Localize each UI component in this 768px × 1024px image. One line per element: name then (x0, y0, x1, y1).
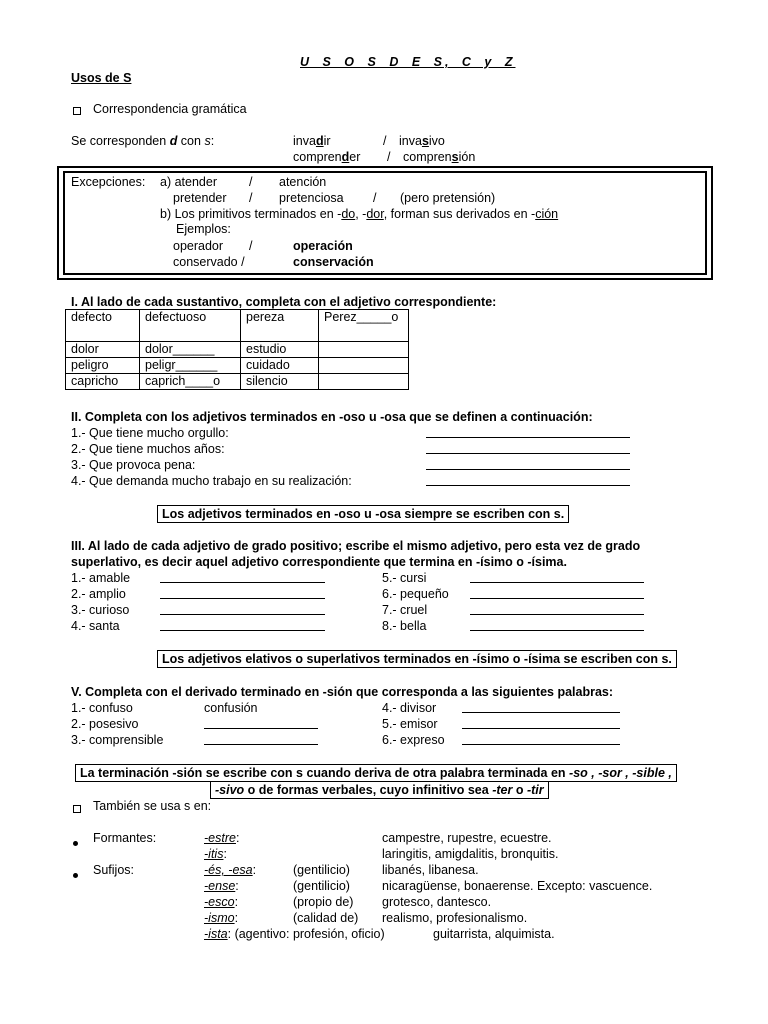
table-cell: peligro (66, 358, 140, 374)
answer-example: confusión (204, 701, 258, 715)
dot-bullet-icon (73, 866, 78, 882)
table-row (66, 374, 409, 390)
example-word: operación (293, 239, 353, 253)
table-row (66, 310, 409, 342)
answer-blank[interactable] (462, 716, 620, 729)
exercise-item: 4.- Que demanda mucho trabajo en su realización: (71, 474, 352, 488)
page-title: U S O S D E S, C y Z (300, 55, 516, 69)
suffix-examples: realismo, profesionalismo. (382, 911, 528, 925)
exercise-item: 2.- posesivo (71, 717, 139, 731)
answer-blank[interactable] (426, 457, 630, 470)
exception-sep: / (249, 175, 253, 189)
suffix-examples: campestre, rupestre, ecuestre. (382, 831, 552, 845)
suffix: -esco: (204, 895, 239, 909)
suffix-note: (gentilicio) (293, 863, 350, 877)
exercise-item: 3.- comprensible (71, 733, 164, 747)
square-bullet-icon (73, 103, 81, 119)
examples-label: Ejemplos: (176, 222, 231, 236)
exercise-item: 8.- bella (382, 619, 427, 633)
table-row (66, 342, 409, 358)
exercise-item: 1.- confuso (71, 701, 133, 715)
adjective-table (65, 309, 409, 390)
exercise-item: 4.- santa (71, 619, 120, 633)
suffix: -itis: (204, 847, 227, 861)
pair-sep: / (383, 134, 387, 148)
word-pair: invadir (293, 134, 331, 148)
table-cell: capricho (66, 374, 140, 390)
rule-box: Los adjetivos terminados en -oso u -osa siempre se escriben con s. (157, 505, 569, 523)
answer-blank[interactable] (160, 618, 325, 631)
suffix: -ismo: (204, 911, 239, 925)
exercise-heading: II. Completa con los adjetivos terminados en -oso u -osa que se definen a continuación: (71, 410, 593, 424)
exercise-heading: III. Al lado de cada adjetivo de grado positivo; escribe el mismo adjetivo, pero esta vez de grado (71, 539, 641, 553)
table-cell: defectuoso (140, 310, 241, 342)
suffix-note: (gentilicio) (293, 879, 350, 893)
suffix-examples: grotesco, dantesco. (382, 895, 492, 909)
exercise-item: 2.- Que tiene muchos años: (71, 442, 225, 456)
exception-sep: / (373, 191, 377, 205)
bullet-text: Correspondencia gramática (93, 102, 247, 116)
answer-blank[interactable] (470, 570, 644, 583)
answer-blank[interactable] (426, 425, 630, 438)
exercise-item: 7.- cruel (382, 603, 428, 617)
example-word: conservado / (173, 255, 245, 269)
answer-blank[interactable] (462, 700, 620, 713)
word-pair: comprender (293, 150, 361, 164)
exception-word: pretender (173, 191, 227, 205)
suffix-examples: nicaragüense, bonaerense. Excepto: vascuence. (382, 879, 653, 893)
exercise-item: 3.- Que provoca pena: (71, 458, 196, 472)
suffix-note: (propio de) (293, 895, 354, 909)
exercise-item: 6.- expreso (382, 733, 445, 747)
table-cell[interactable]: Perez_____o (319, 310, 409, 342)
dot-bullet-icon (73, 834, 78, 850)
table-cell[interactable] (319, 342, 409, 358)
answer-blank[interactable] (462, 732, 620, 745)
exception-note: (pero pretensión) (400, 191, 496, 205)
section-heading: Usos de S (71, 71, 132, 85)
exceptions-label: Excepciones: (71, 175, 146, 189)
pair-sep: / (387, 150, 391, 164)
suffix: -estre: (204, 831, 240, 845)
answer-blank[interactable] (470, 602, 644, 615)
exception-a: a) atender (160, 175, 217, 189)
table-cell[interactable]: dolor______ (140, 342, 241, 358)
table-row (66, 358, 409, 374)
exercise-heading: V. Completa con el derivado terminado en -sión que corresponda a las siguientes palabras: (71, 685, 614, 699)
rule-box: -sivo o de formas verbales, cuyo infinitivo sea -ter o -tir (210, 781, 549, 799)
table-cell[interactable]: peligr______ (140, 358, 241, 374)
exercise-item: 5.- emisor (382, 717, 438, 731)
square-bullet-icon (73, 801, 81, 817)
suffix-note: (calidad de) (293, 911, 359, 925)
word-pair-derived: comprensión (403, 150, 476, 164)
exception-sep: / (249, 191, 253, 205)
table-cell[interactable] (319, 374, 409, 390)
answer-blank[interactable] (426, 473, 630, 486)
suffix-examples: libanés, libanesa. (382, 863, 479, 877)
table-cell: dolor (66, 342, 140, 358)
suffix: -ista: (agentivo: profesión, oficio) (204, 927, 385, 941)
answer-blank[interactable] (160, 570, 325, 583)
table-cell: silencio (241, 374, 319, 390)
answer-blank[interactable] (160, 586, 325, 599)
table-cell: pereza (241, 310, 319, 342)
exercise-heading: I. Al lado de cada sustantivo, completa con el adjetivo correspondiente: (71, 295, 497, 309)
exception-b: b) Los primitivos terminados en -do, -dor, forman sus derivados en -ción (160, 207, 559, 221)
table-cell[interactable]: caprich____o (140, 374, 241, 390)
bullet-text: También se usa s en: (93, 799, 212, 813)
example-sep: / (249, 239, 253, 253)
exercise-item: 6.- pequeño (382, 587, 449, 601)
table-cell: defecto (66, 310, 140, 342)
exception-word: pretenciosa (279, 191, 344, 205)
exercise-item: 3.- curioso (71, 603, 130, 617)
suffix: -és, -esa: (204, 863, 257, 877)
exercise-item: 4.- divisor (382, 701, 437, 715)
exercise-item: 1.- Que tiene mucho orgullo: (71, 426, 229, 440)
exception-word: atención (279, 175, 327, 189)
suffix-examples: guitarrista, alquimista. (433, 927, 555, 941)
exercise-item: 2.- amplio (71, 587, 126, 601)
table-cell: cuidado (241, 358, 319, 374)
exercise-item: 1.- amable (71, 571, 131, 585)
exercise-heading: superlativo, es decir aquel adjetivo correspondiente que termina en -ísimo o -ísima. (71, 555, 567, 569)
answer-blank[interactable] (160, 602, 325, 615)
exercise-item: 5.- cursi (382, 571, 427, 585)
word-pair-derived: invasivo (399, 134, 445, 148)
table-cell[interactable] (319, 358, 409, 374)
correspondence-intro: Se corresponden d con s: (71, 134, 215, 148)
answer-blank[interactable] (470, 586, 644, 599)
answer-blank[interactable] (204, 716, 318, 729)
suffix-examples: laringitis, amigdalitis, bronquitis. (382, 847, 559, 861)
suffix: -ense: (204, 879, 239, 893)
answer-blank[interactable] (204, 732, 318, 745)
rule-box: La terminación -sión se escribe con s cuando deriva de otra palabra terminada en -so , -sor , -sible , (75, 764, 677, 782)
example-word: conservación (293, 255, 374, 269)
sufijos-label: Sufijos: (93, 863, 134, 877)
table-cell: estudio (241, 342, 319, 358)
rule-box: Los adjetivos elativos o superlativos terminados en -ísimo o -ísima se escriben con s. (157, 650, 677, 668)
formantes-label: Formantes: (93, 831, 157, 845)
answer-blank[interactable] (470, 618, 644, 631)
example-word: operador (173, 239, 224, 253)
answer-blank[interactable] (426, 441, 630, 454)
